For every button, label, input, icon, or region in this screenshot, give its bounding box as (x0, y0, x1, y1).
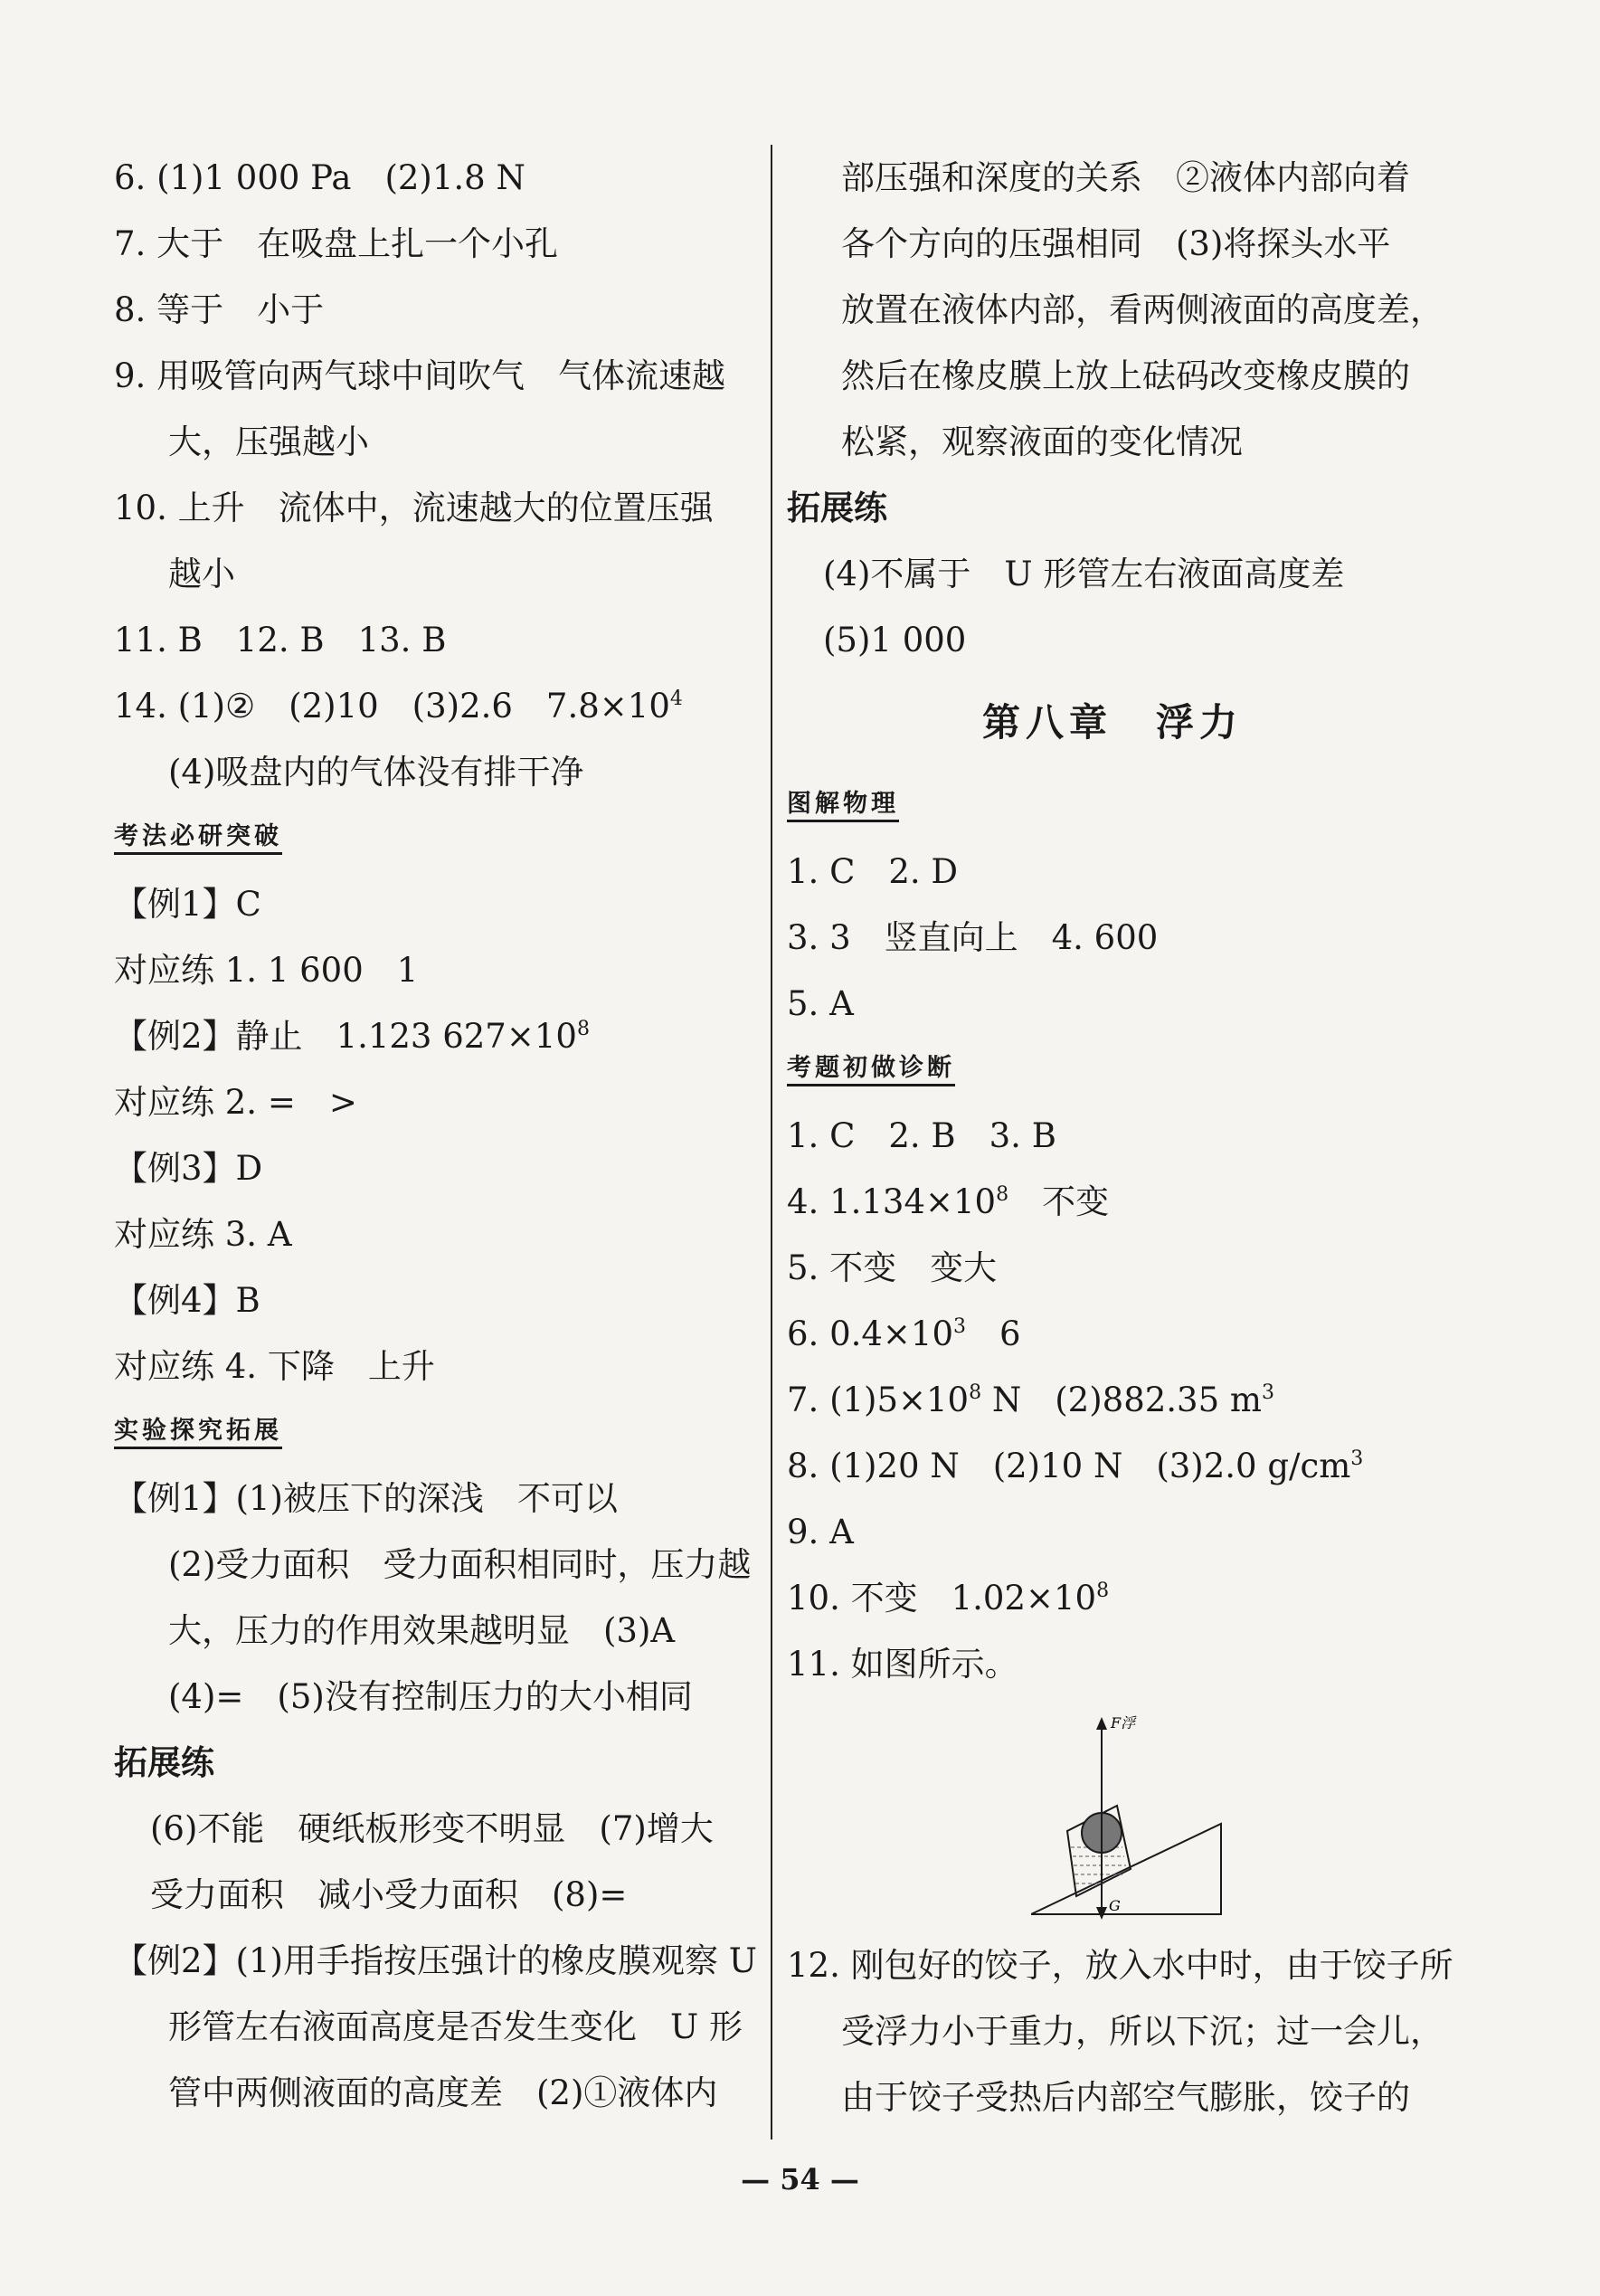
answer-14 (114, 673, 765, 739)
d-answer-7-mid: N (2)882.35 m (981, 1380, 1262, 1419)
extension-l2: 受力面积 减小受力面积 (8)= (150, 1875, 628, 1914)
d-answer-10-text: 10. 不变 1.02×10 (787, 1579, 1097, 1618)
example-3: 【例3】D (114, 1149, 263, 1188)
d-answer-9: 9. A (787, 1513, 854, 1551)
column-divider (771, 145, 772, 2139)
practice-2: 对应练 2. = > (114, 1083, 357, 1122)
answer-9: 9. 用吸管向两气球中间吹气 气体流速越 (114, 356, 726, 395)
exp-example-1-l3: 大，压力的作用效果越明显 (3)A (168, 1611, 676, 1650)
d-answer-4 (787, 1169, 1438, 1235)
chapter-title: 第八章 浮力 (981, 700, 1243, 745)
answer-8: 8. 等于 小于 (114, 290, 325, 329)
buoyancy-diagram (1031, 1706, 1230, 1923)
r-cont-2: 各个方向的压强相同 (3)将探头水平 (841, 224, 1391, 263)
d-answer-4-exp: 8 (996, 1183, 1009, 1206)
extension-heading: 拓展练 (114, 1742, 214, 1782)
example-2-text: 【例2】静止 1.123 627×10 (114, 1017, 577, 1056)
section-heading-shiyan: 实验探究拓展 (114, 1416, 282, 1449)
d-answer-12-l2: 受浮力小于重力，所以下沉；过一会儿， (841, 2012, 1444, 2051)
d-answer-4-tail: 不变 (1008, 1182, 1110, 1221)
d-answer-6-tail: 6 (966, 1314, 1021, 1353)
answer-9-cont: 大，压强越小 (168, 422, 369, 461)
r-cont-3: 放置在液体内部，看两侧液面的高度差， (841, 290, 1444, 329)
d-answer-8-exp: 3 (1350, 1447, 1364, 1470)
r-answer-1-2: 1. C 2. D (787, 852, 959, 891)
r-cont-4: 然后在橡皮膜上放上砝码改变橡皮膜的 (841, 356, 1410, 395)
r-answer-5: 5. A (787, 984, 854, 1023)
d-answer-11: 11. 如图所示。 (787, 1645, 1018, 1684)
d-answer-7-exp: 8 (969, 1381, 982, 1404)
practice-1: 对应练 1. 1 600 1 (114, 951, 419, 990)
answer-14-cont: (4)吸盘内的气体没有排干净 (168, 753, 584, 792)
d-answer-7-exp2: 3 (1261, 1381, 1274, 1404)
d-answer-10 (787, 1565, 1438, 1631)
answer-11-13: 11. B 12. B 13. B (114, 621, 447, 659)
example-1: 【例1】C (114, 885, 261, 924)
exp-example-2-l3: 管中两侧液面的高度差 (2)①液体内 (168, 2073, 718, 2112)
section-heading-tujie: 图解物理 (787, 789, 899, 822)
d-answer-12-l3: 由于饺子受热后内部空气膨胀，饺子的 (841, 2078, 1410, 2117)
answer-7: 7. 大于 在吸盘上扎一个小孔 (114, 224, 559, 263)
answer-14-text: 14. (1)② (2)10 (3)2.6 7.8×10 (114, 687, 670, 726)
r-cont-1: 部压强和深度的关系 ②液体内部向着 (841, 158, 1410, 197)
d-answer-10-exp: 8 (1096, 1580, 1110, 1602)
r-extension-l1: (4)不属于 U 形管左右液面高度差 (823, 555, 1345, 593)
d-answer-12: 12. 刚包好的饺子，放入水中时，由于饺子所 (787, 1946, 1453, 1985)
right-column (787, 145, 1453, 2130)
answer-10: 10. 上升 流体中，流速越大的位置压强 (114, 489, 714, 527)
incline (1031, 1824, 1221, 1914)
example-2-exp: 8 (576, 1018, 590, 1040)
d-answer-1-3: 1. C 2. B 3. B (787, 1116, 1056, 1155)
d-answer-7 (787, 1367, 1438, 1433)
buoyant-arrowhead (1096, 1717, 1107, 1730)
d-answer-4-text: 4. 1.134×10 (787, 1182, 997, 1221)
d-answer-6-exp: 3 (953, 1315, 966, 1338)
exp-example-2-l2: 形管左右液面高度是否发生变化 U 形 (168, 2007, 743, 2046)
exp-example-1-l2: (2)受力面积 受力面积相同时，压力越 (168, 1545, 752, 1584)
exp-example-1-l4: (4)= (5)没有控制压力的大小相同 (168, 1677, 693, 1716)
r-extension-l2: (5)1 000 (823, 621, 967, 659)
d-answer-6 (787, 1301, 1438, 1367)
gravity-label: G (1109, 1897, 1121, 1914)
answer-10-cont: 越小 (168, 555, 235, 593)
buoyancy-figure (787, 1697, 1438, 1932)
example-2 (114, 1003, 765, 1069)
r-extension-heading: 拓展练 (787, 488, 887, 527)
section-heading-kaofa: 考法必研突破 (114, 821, 282, 855)
section-heading-kaoti: 考题初做诊断 (787, 1053, 955, 1086)
exp-example-1: 【例1】(1)被压下的深浅 不可以 (114, 1479, 618, 1518)
exp-example-2: 【例2】(1)用手指按压强计的橡皮膜观察 U (114, 1941, 757, 1980)
d-answer-6-text: 6. 0.4×10 (787, 1314, 953, 1353)
d-answer-5: 5. 不变 变大 (787, 1248, 998, 1287)
page-number: — 54 — (741, 2162, 859, 2196)
example-4: 【例4】B (114, 1281, 260, 1320)
practice-4: 对应练 4. 下降 上升 (114, 1347, 435, 1386)
answer-6: 6. (1)1 000 Pa (2)1.8 N (114, 158, 525, 197)
r-cont-5: 松紧，观察液面的变化情况 (841, 422, 1243, 461)
d-answer-8 (787, 1433, 1438, 1499)
practice-3: 对应练 3. A (114, 1215, 292, 1254)
extension-l1: (6)不能 硬纸板形变不明显 (7)增大 (150, 1809, 714, 1848)
buoyant-force-label: F浮 (1111, 1714, 1136, 1731)
answer-14-exp: 4 (669, 688, 683, 710)
d-answer-7-text: 7. (1)5×10 (787, 1380, 970, 1419)
d-answer-8-text: 8. (1)20 N (2)10 N (3)2.0 g/cm (787, 1447, 1351, 1485)
r-answer-3-4: 3. 3 竖直向上 4. 600 (787, 918, 1159, 957)
left-column (114, 145, 765, 2126)
